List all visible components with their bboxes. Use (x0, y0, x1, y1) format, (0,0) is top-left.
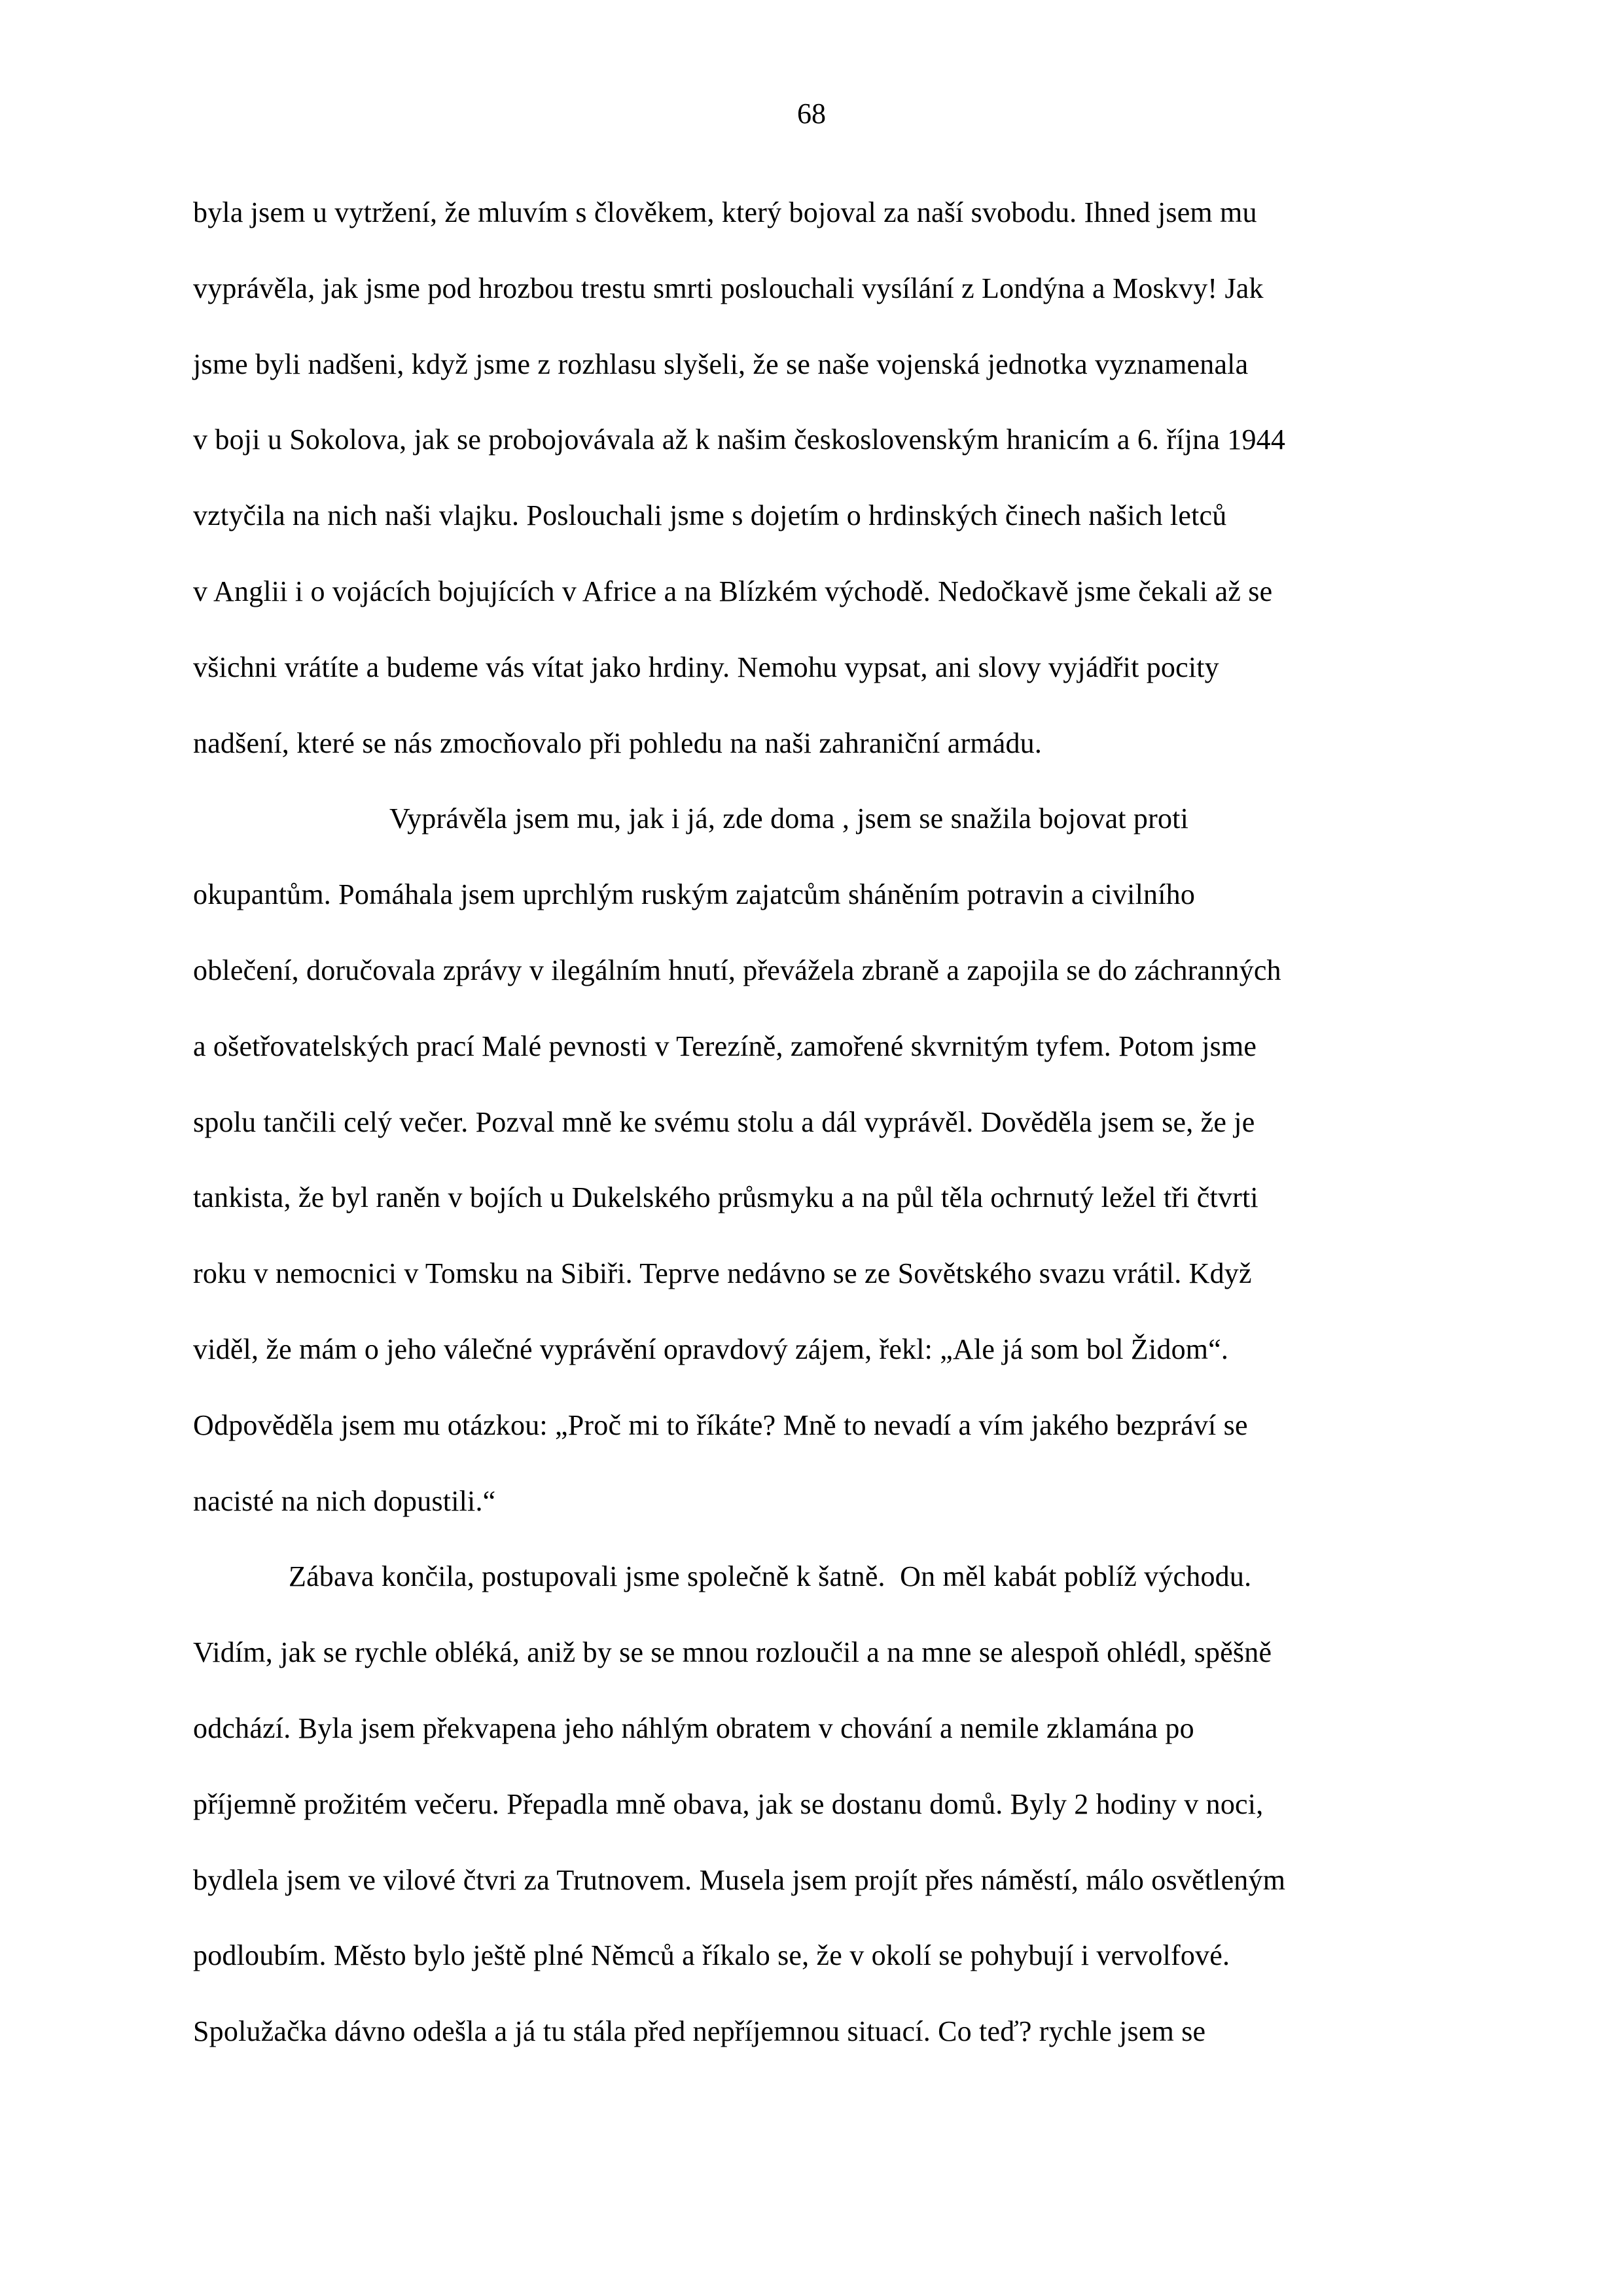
text-line: byla jsem u vytržení, že mluvím s člověkem, který bojoval za naší svobodu. Ihned jsem mu (193, 196, 1257, 228)
text-line: příjemně prožitém večeru. Přepadla mně obava, jak se dostanu domů. Byly 2 hodiny v noci, (193, 1787, 1264, 1820)
page-number: 68 (797, 98, 826, 130)
text-line: viděl, že mám o jeho válečné vyprávění opravdový zájem, řekl: „Ale já som bol Židom“. (193, 1333, 1229, 1365)
text-line: vyprávěla, jak jsme pod hrozbou trestu smrti poslouchali vysílání z Londýna a Moskvy! Jak (193, 272, 1264, 304)
page-body-text (193, 175, 1446, 2070)
text-line: podloubím. Město bylo ještě plné Němců a říkalo se, že v okolí se pohybují i vervolfové. (193, 1939, 1230, 1972)
text-line: roku v nemocnici v Tomsku na Sibiři. Teprve nedávno se ze Sovětského svazu vrátil. Když (193, 1257, 1252, 1290)
text-line: tankista, že byl raněn v bojích u Dukelského průsmyku a na půl těla ochrnutý ležel tři čtvrti (193, 1181, 1258, 1214)
text-line: Odpověděla jsem mu otázkou: „Proč mi to říkáte? Mně to nevadí a vím jakého bezpráví se (193, 1408, 1248, 1441)
text-line: Spolužačka dávno odešla a já tu stála před nepříjemnou situací. Co teď? rychle jsem se (193, 2015, 1206, 2048)
text-line: oblečení, doručovala zprávy v ilegálním hnutí, převážela zbraně a zapojila se do záchranných (193, 954, 1281, 986)
text-line: okupantům. Pomáhala jsem uprchlým ruským zajatcům sháněním potravin a civilního (193, 878, 1196, 911)
text-line: nacisté na nich dopustili.“ (193, 1484, 496, 1517)
text-line: všichni vrátíte a budeme vás vítat jako hrdiny. Nemohu vypsat, ani slovy vyjádřit pocity (193, 651, 1219, 683)
text-line: odchází. Byla jsem překvapena jeho náhlým obratem v chování a nemile zklamána po (193, 1712, 1194, 1744)
text-line: v Anglii i o vojácích bojujících v Africe a na Blízkém východě. Nedočkavě jsme čekali až se (193, 575, 1273, 607)
text-line: v boji u Sokolova, jak se probojovávala až k našim československým hranicím a 6. října 1944 (193, 423, 1286, 456)
text-line: nadšení, které se nás zmocňovalo při pohledu na naši zahraniční armádu. (193, 726, 1043, 759)
text-line-paragraph-start: Vyprávěla jsem mu, jak i já, zde doma , jsem se snažila bojovat proti (389, 802, 1189, 835)
text-line: vztyčila na nich naši vlajku. Poslouchali jsme s dojetím o hrdinských činech našich letců (193, 499, 1227, 532)
text-line: spolu tančili celý večer. Pozval mně ke svému stolu a dál vyprávěl. Dověděla jsem se, že je (193, 1105, 1255, 1138)
text-line: bydlela jsem ve vilové čtvri za Trutnovem. Musela jsem projít přes náměstí, málo osvětleným (193, 1863, 1286, 1896)
text-line: a ošetřovatelských prací Malé pevnosti v Terezíně, zamořené skvrnitým tyfem. Potom jsme (193, 1030, 1257, 1062)
text-line: Vidím, jak se rychle obléká, aniž by se se mnou rozloučil a na mne se alespoň ohlédl, spěšně (193, 1636, 1272, 1669)
text-line-paragraph-start: Zábava končila, postupovali jsme společně k šatně. On měl kabát poblíž východu. (289, 1560, 1252, 1593)
text-line: jsme byli nadšeni, když jsme z rozhlasu slyšeli, že se naše vojenská jednotka vyznamenala (193, 348, 1249, 380)
